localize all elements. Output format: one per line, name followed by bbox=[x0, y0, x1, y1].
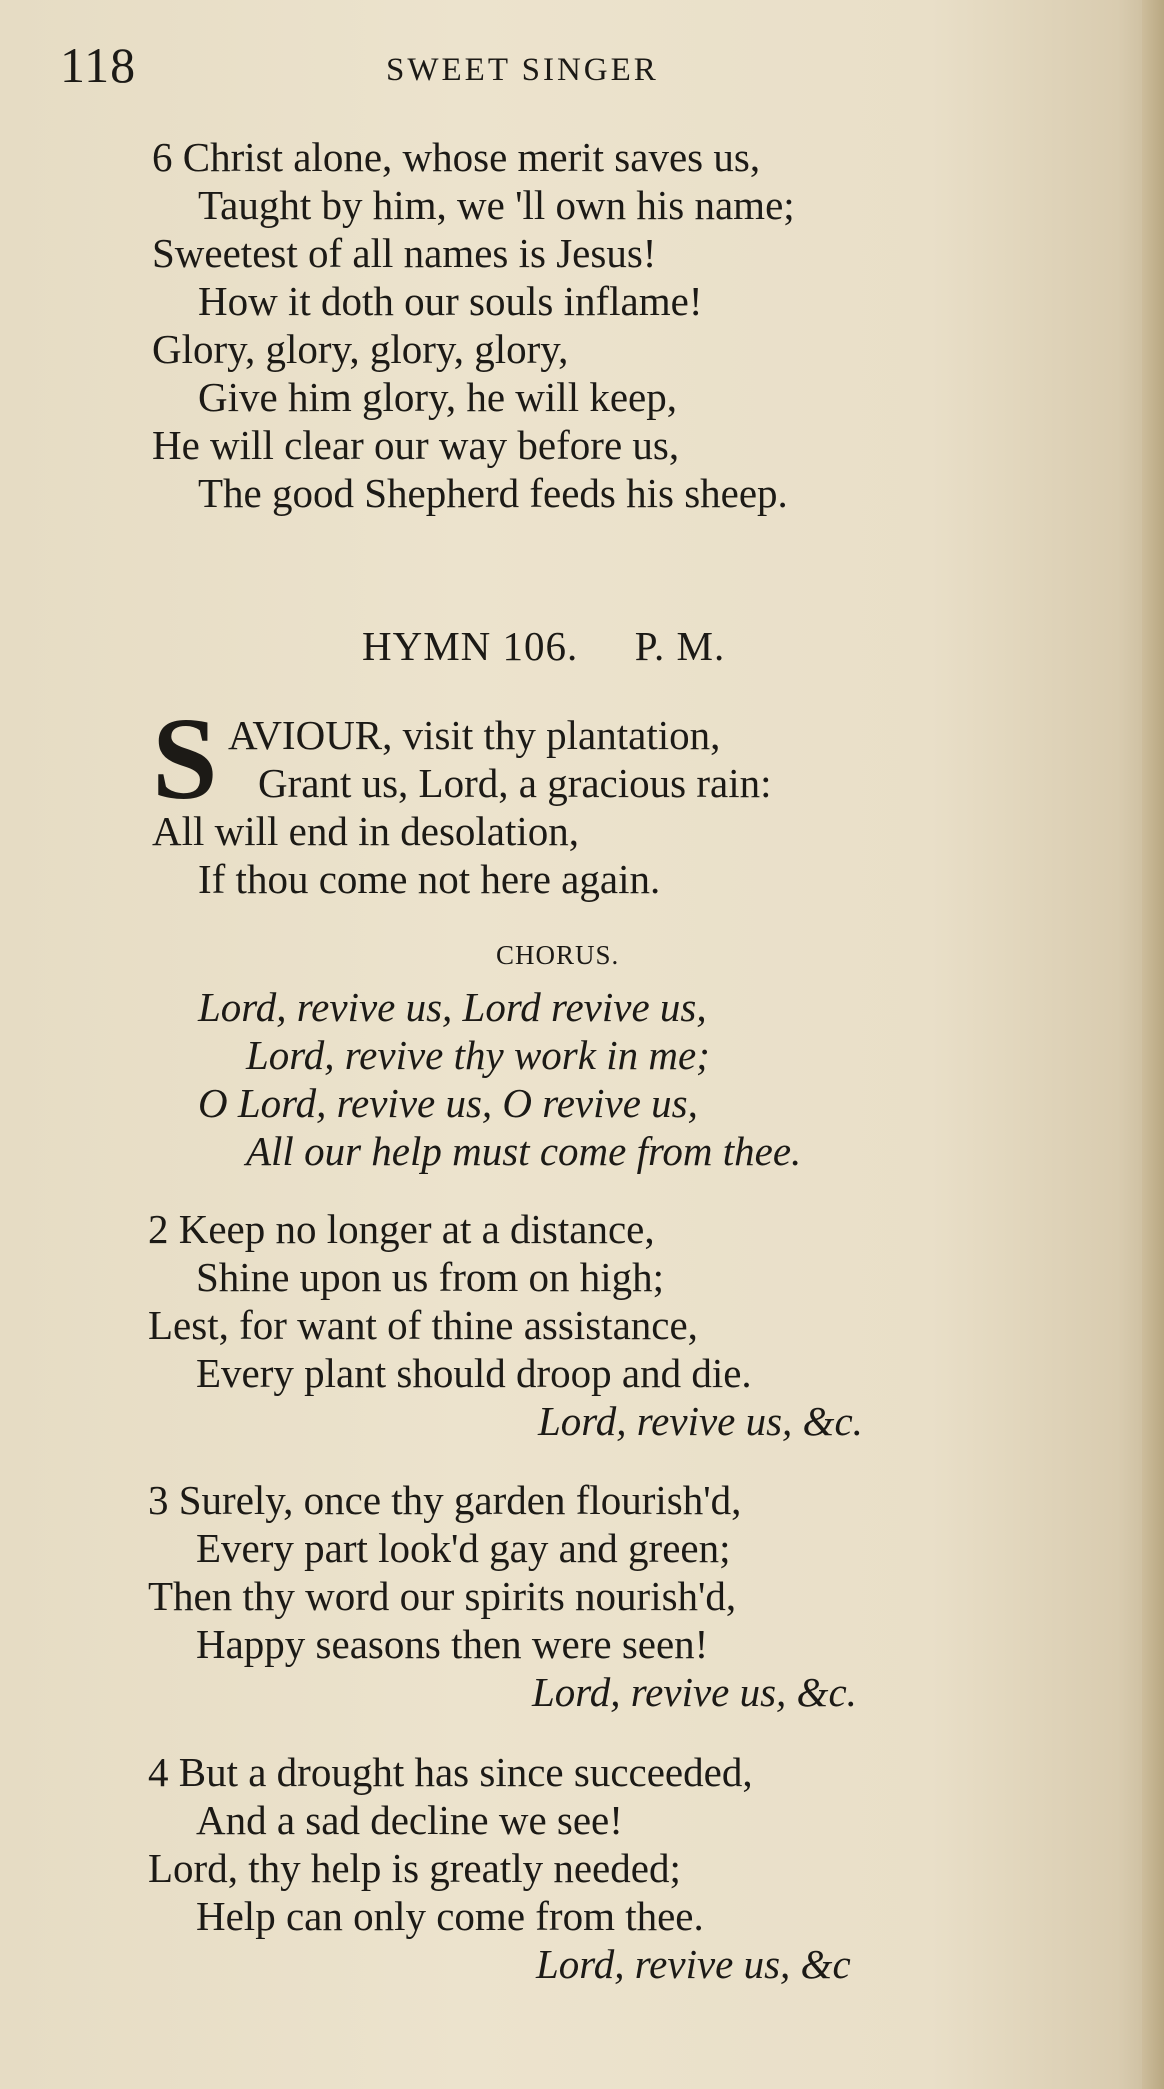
verse-line: Taught by him, we 'll own his name; bbox=[198, 182, 795, 228]
verse-line: 6 Christ alone, whose merit saves us, bbox=[152, 134, 761, 180]
chorus-label: CHORUS. bbox=[496, 940, 620, 970]
hymn-meter: P. M. bbox=[634, 623, 726, 669]
verse-line: Every part look'd gay and green; bbox=[196, 1525, 731, 1571]
page-header bbox=[60, 36, 1060, 96]
verse-line: Lord, thy help is greatly needed; bbox=[148, 1845, 681, 1891]
verse-line: And a sad decline we see! bbox=[196, 1797, 623, 1843]
verse-line: Sweetest of all names is Jesus! bbox=[152, 230, 657, 276]
chorus-line: All our help must come from thee. bbox=[246, 1128, 802, 1174]
verse-line: 2 Keep no longer at a distance, bbox=[148, 1206, 655, 1252]
verse-line: Shine upon us from on high; bbox=[196, 1254, 665, 1300]
verse-line: Lest, for want of thine assistance, bbox=[148, 1302, 698, 1348]
refrain-line: Lord, revive us, &c bbox=[536, 1941, 851, 1987]
chorus-line: Lord, revive thy work in me; bbox=[246, 1032, 710, 1078]
refrain-line: Lord, revive us, &c. bbox=[532, 1669, 857, 1715]
page-number: 118 bbox=[60, 37, 137, 93]
chorus-line: Lord, revive us, Lord revive us, bbox=[198, 984, 707, 1030]
verse-line: Every plant should droop and die. bbox=[196, 1350, 752, 1396]
verse-line: He will clear our way before us, bbox=[152, 422, 680, 468]
verse-line: Help can only come from thee. bbox=[196, 1893, 704, 1939]
verse-line: If thou come not here again. bbox=[198, 856, 661, 902]
chorus-line: O Lord, revive us, O revive us, bbox=[198, 1080, 698, 1126]
running-title: SWEET SINGER bbox=[386, 52, 659, 88]
verse-line: The good Shepherd feeds his sheep. bbox=[198, 470, 788, 516]
verse-line: Glory, glory, glory, glory, bbox=[152, 326, 569, 372]
hymn-title bbox=[362, 622, 725, 670]
verse-line: 4 But a drought has since succeeded, bbox=[148, 1749, 753, 1795]
refrain-line: Lord, revive us, &c. bbox=[538, 1398, 863, 1444]
drop-cap: S bbox=[152, 693, 218, 824]
verse-line: Then thy word our spirits nourish'd, bbox=[148, 1573, 737, 1619]
verse-line: Happy seasons then were seen! bbox=[196, 1621, 709, 1667]
verse-line: Give him glory, he will keep, bbox=[198, 374, 677, 420]
page-edge bbox=[1142, 0, 1164, 2089]
hymn-number: HYMN 106. bbox=[362, 623, 579, 669]
verse-line: 3 Surely, once thy garden flourish'd, bbox=[148, 1477, 742, 1523]
verse-line: How it doth our souls inflame! bbox=[198, 278, 703, 324]
verse-line: All will end in desolation, bbox=[152, 808, 580, 854]
verse-line: Grant us, Lord, a gracious rain: bbox=[258, 760, 772, 806]
verse-line: AVIOUR, visit thy plantation, bbox=[228, 712, 721, 758]
